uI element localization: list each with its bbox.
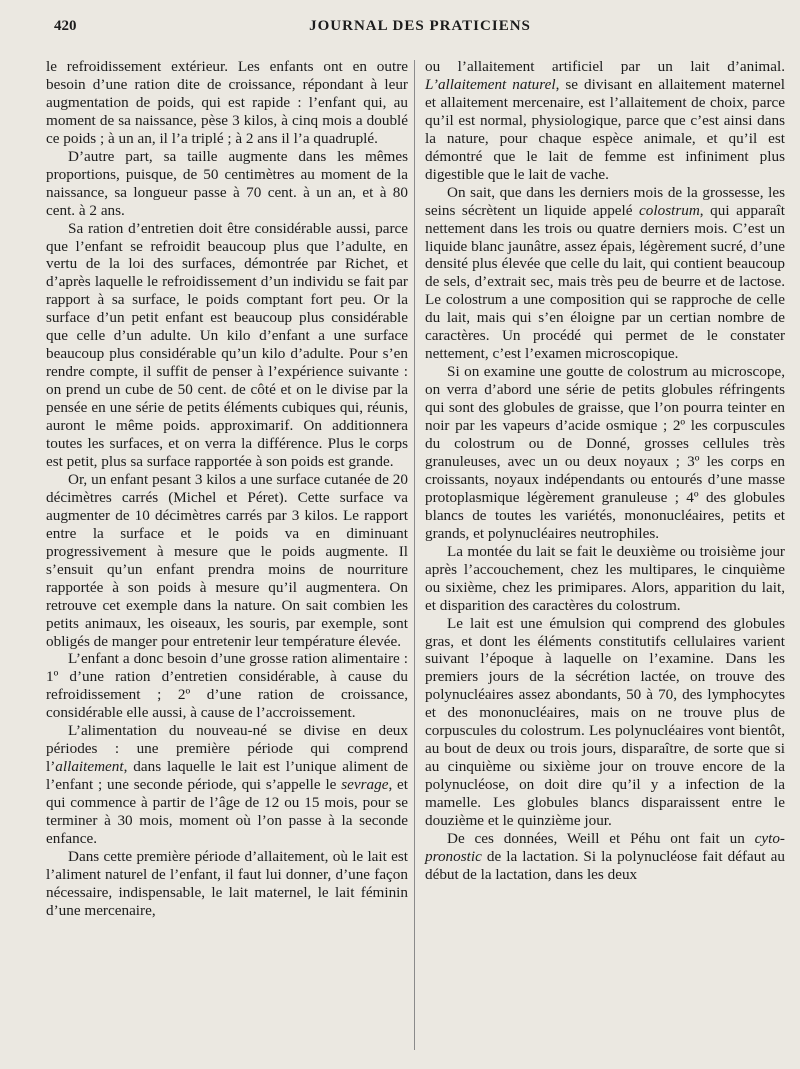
column-divider xyxy=(414,60,415,1050)
paragraph xyxy=(425,830,785,884)
text-run: ou l’allaitement artificiel par un lait d’animal. xyxy=(425,58,785,75)
paragraph: le refroidissement extérieur. Les enfants ont en outre besoin d’une ration dite de croissance, répondant à leur augmentation de poids, qui est rapide : l’enfant qui, au moment de sa naissance, pèse 3 kilos, à cinq mois a doublé ce poids ; à un an, il l’a triplé ; à 2 ans il l’a quadruplé. xyxy=(46,58,408,147)
right-column xyxy=(425,58,785,884)
page-header xyxy=(0,0,800,44)
paragraph xyxy=(425,58,785,184)
paragraph: Si on examine une goutte de colostrum au microscope, on verra d’abord une série de petits globules réfringents qui sont des globules de graisse, que l’on pourra teinter en noir par les vapeurs d’acide osmique ; 2º les corpuscules du colostrum ou de Donné, grosses cellules très granuleuses, avec un ou deux noyaux ; 3º les corps en croissants, noyaux indépendants ou entourés d’une masse protoplasmique légèrement granuleuse ; 4º des globules blancs de toutes les variétés, mononucléaires, petits et grands, et polynucléaires neutrophiles. xyxy=(425,363,785,542)
text-run: , dans laquelle le lait est l’unique aliment de l’enfant ; une seconde période, qui s’appelle le xyxy=(46,758,408,794)
paragraph: Le lait est une émulsion qui comprend des globules gras, et dont les éléments constitutifs cellulaires varient suivant l’époque à laquelle on l’examine. Dans les premiers jours de la sécrétion lactée, on trouve des polynucléaires assez abondants, 50 à 70, des lymphocytes et des mononucléaires, mais on ne trouve plus de corpuscules du colostrum. Les polynucléaires vont bientôt, au bout de deux ou trois jours, disparaître, de sorte que si au cinquième ou sixième jour on trouve encore de la polynucléose, on doit dire qu’il y a infection de la mamelle. Les globules blancs disparaissent entre le douzième et le quinzième jour. xyxy=(425,614,785,830)
text-run: de la lactation. Si la polynucléose fait défaut au début de la lactation, dans les deux xyxy=(425,847,785,883)
text-run: , qui apparaît nettement dans les trois ou quatre derniers mois. C’est un liquide blanc jaunâtre, assez épais, légèrement sucré, d’une densité plus élevée que celle du lait, qui contient beaucoup de sels, d’extrait sec, mais très peu de beurre et de lactose. Le colostrum a une composition qui se rapproche de celle du lait, mais qui s’en éloigne par un certian nombre de caractères. Un procédé qui permet de le constater nettement, c’est l’examen microscopique. xyxy=(425,201,785,363)
text-run: , se divisant en allaitement maternel et allaitement mercenaire, est l’allaitement de choix, parce qu’il est normal, physiologique, parce que c’est ainsi dans la nature, pour chaque espèce animale, et qu’il est démontré que le lait de femme est infiniment plus digestible que le lait de vache. xyxy=(425,75,785,183)
italic-term-colostrum: colostrum xyxy=(639,201,700,219)
text-run: , et qui commence à partir de l’âge de 12 ou 15 mois, pour se terminer à 30 mois, moment où l’on passe à la seconde enfance. xyxy=(46,776,408,847)
paragraph xyxy=(425,184,785,364)
paragraph: Or, un enfant pesant 3 kilos a une surface cutanée de 20 décimètres carrés (Michel et Péret). Cette surface va augmenter de 10 décimètres carrés par 3 kilos. Le rapport entre la surface et le poids va en diminuant progressivement à mesure que le poids augmente. Il s’ensuit qu’un enfant prendra moins de nourriture rapportée à son poids à mesure qu’il augmentera. On retrouve cet exemple dans la nature. On sait combien les petits animaux, les oiseaux, les souris, par exemple, sont obligés de manger pour entretenir leur température élevée. xyxy=(46,470,408,650)
paragraph: Dans cette première période d’allaitement, où le lait est l’aliment naturel de l’enfant, il faut lui donner, d’une façon nécessaire, indispensable, le lait maternel, le lait féminin d’une mercenaire, xyxy=(46,847,408,919)
paragraph: L’enfant a donc besoin d’une grosse ration alimentaire : 1º d’une ration d’entretien considérable, à cause du refroidissement ; 2º d’une ration de croissance, considérable elle aussi, à cause de l’accroissement. xyxy=(46,650,408,722)
italic-term-allaitement-naturel: L’allaitement naturel xyxy=(425,75,556,93)
text-run: On sait, que dans les derniers mois de la grossesse, les seins sécrètent un liquide appelé xyxy=(425,183,785,219)
paragraph: D’autre part, sa taille augmente dans les mêmes proportions, puisque, de 50 centimètres au moment de la naissance, sa longueur passe à 70 cent. à un an, et à 80 cent. à 2 ans. xyxy=(46,147,408,219)
text-run: L’alimentation du nouveau-né se divise en deux périodes : une première période qui comprend l’ xyxy=(46,722,408,776)
italic-term-cyto-pronostic: cyto-pronostic xyxy=(425,829,785,865)
italic-term-allaitement: allaitement xyxy=(55,758,124,776)
running-title: JOURNAL DES PRATICIENS xyxy=(309,18,531,34)
italic-term-sevrage: sevrage xyxy=(341,776,389,794)
paragraph xyxy=(46,722,408,848)
left-column xyxy=(46,58,408,920)
text-run: De ces données, Weill et Péhu ont fait un xyxy=(447,829,755,847)
paragraph: Sa ration d’entretien doit être considérable aussi, parce que l’enfant se refroidit beaucoup plus que l’adulte, en vertu de la loi des surfaces, démontrée par Richet, et d’après laquelle le refroidissement d’un individu se fait par rapport à sa surface, le poids comptant fort peu. Or la surface d’un petit enfant est beaucoup plus considérable que celle d’un adulte. Un kilo d’enfant a une surface beaucoup plus considérable qu’un kilo d’adulte. Pour s’en rendre compte, il suffit de penser à l’expérience suivante : on prend un cube de 50 cent. de côté et on le divise par la pensée en une série de petits éléments cubiques qui, réunis, auront le même poids. approximarif. On additionnera toutes les surfaces, et on verra la différence. Plus le corps est petit, plus sa surface rapportée à son poids est grande. xyxy=(46,219,408,470)
paragraph: La montée du lait se fait le deuxième ou troisième jour après l’accouchement, chez les multipares, le cinquième ou sixième, chez les primipares. Alors, apparition du lait, et disparition des caractères du colostrum. xyxy=(425,542,785,614)
page-number: 420 xyxy=(54,18,77,34)
